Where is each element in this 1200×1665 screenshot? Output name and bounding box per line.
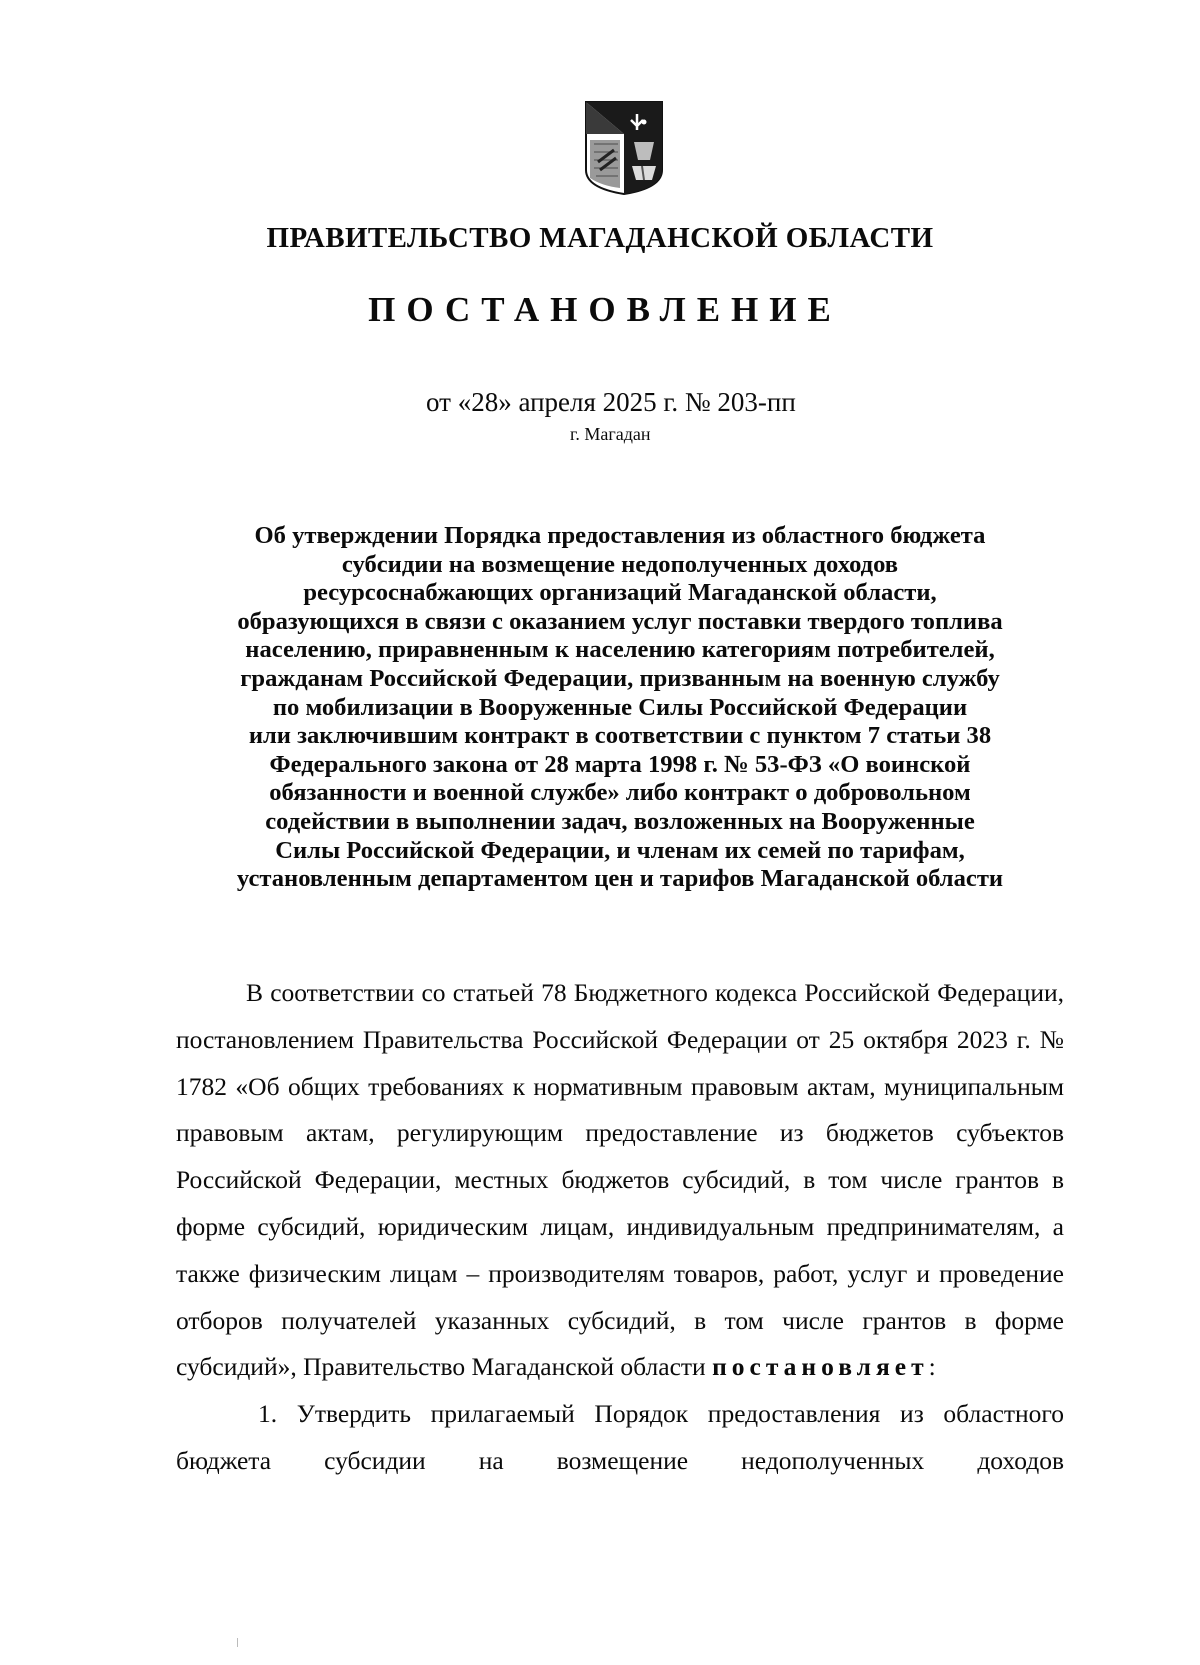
resolves-word: постановляет — [712, 1352, 929, 1382]
item-1-paragraph: 1. Утвердить прилагаемый Порядок предоставления из областного бюджета субсидии на возмещение недополученных доходов — [176, 1399, 1064, 1475]
organization-title: ПРАВИТЕЛЬСТВО МАГАДАНСКОЙ ОБЛАСТИ — [266, 222, 934, 254]
subject-line: Федерального закона от 28 марта 1998 г. № 53-ФЗ «О воинской — [269, 750, 971, 778]
subject-line: населению, приравненным к населению категориям потребителей, — [245, 636, 995, 664]
subject-line: ресурсоснабжающих организаций Магаданской области, — [303, 579, 937, 607]
subject-line: гражданам Российской Федерации, призванным на военную службу — [240, 664, 1000, 692]
magadan-coat-of-arms-icon — [584, 100, 664, 196]
subject-line: образующихся в связи с оказанием услуг поставки твердого топлива — [237, 607, 1003, 635]
preamble-paragraph — [176, 970, 1064, 1391]
subject-line: Об утверждении Порядка предоставления из областного бюджета — [254, 522, 986, 549]
document-city: г. Магадан — [570, 424, 651, 444]
document-subject — [170, 522, 1070, 894]
scan-artifact — [237, 1638, 238, 1647]
document-date-number: от «28» апреля 2025 г. № 203-пп — [426, 387, 796, 417]
document-type-title: ПОСТАНОВЛЕНИЕ — [368, 290, 842, 329]
subject-line: или заключившим контракт в соответствии с пунктом 7 статьи 38 — [248, 722, 992, 750]
subject-line: субсидии на возмещение недополученных доходов — [341, 550, 899, 578]
subject-line: содействии в выполнении задач, возложенных на Вооруженные — [265, 807, 975, 835]
subject-line: обязанности и военной службе» либо контракт о добровольном — [269, 779, 971, 807]
resolves-colon: : — [928, 1352, 936, 1382]
document-body — [176, 970, 1064, 1485]
preamble-text: В соответствии со статьей 78 Бюджетного кодекса Российской Федерации, постановлением Правительства Российской Федерации от 25 октября 2023 г. № 1782 «Об общих требованиях к нормативным правовым актам, муниципальным правовым актам, регулирующим предоставление из бюджетов субъектов Российской Федерации, местных бюджетов субсидий, в том числе грантов в форме субсидий, юридическим лицам, индивидуальным предпринимателям, а также физическим лицам – производителям товаров, работ, услуг и проведение отборов получателей указанных субсидий, в том числе грантов в форме субсидий», Правительство Магаданской области — [176, 978, 1064, 1382]
subject-line: по мобилизации в Вооруженные Силы Российской Федерации — [272, 693, 968, 721]
subject-line: Силы Российской Федерации, и членам их семей по тарифам, — [275, 836, 965, 864]
subject-line: установленным департаментом цен и тарифов Магаданской области — [236, 865, 1004, 893]
